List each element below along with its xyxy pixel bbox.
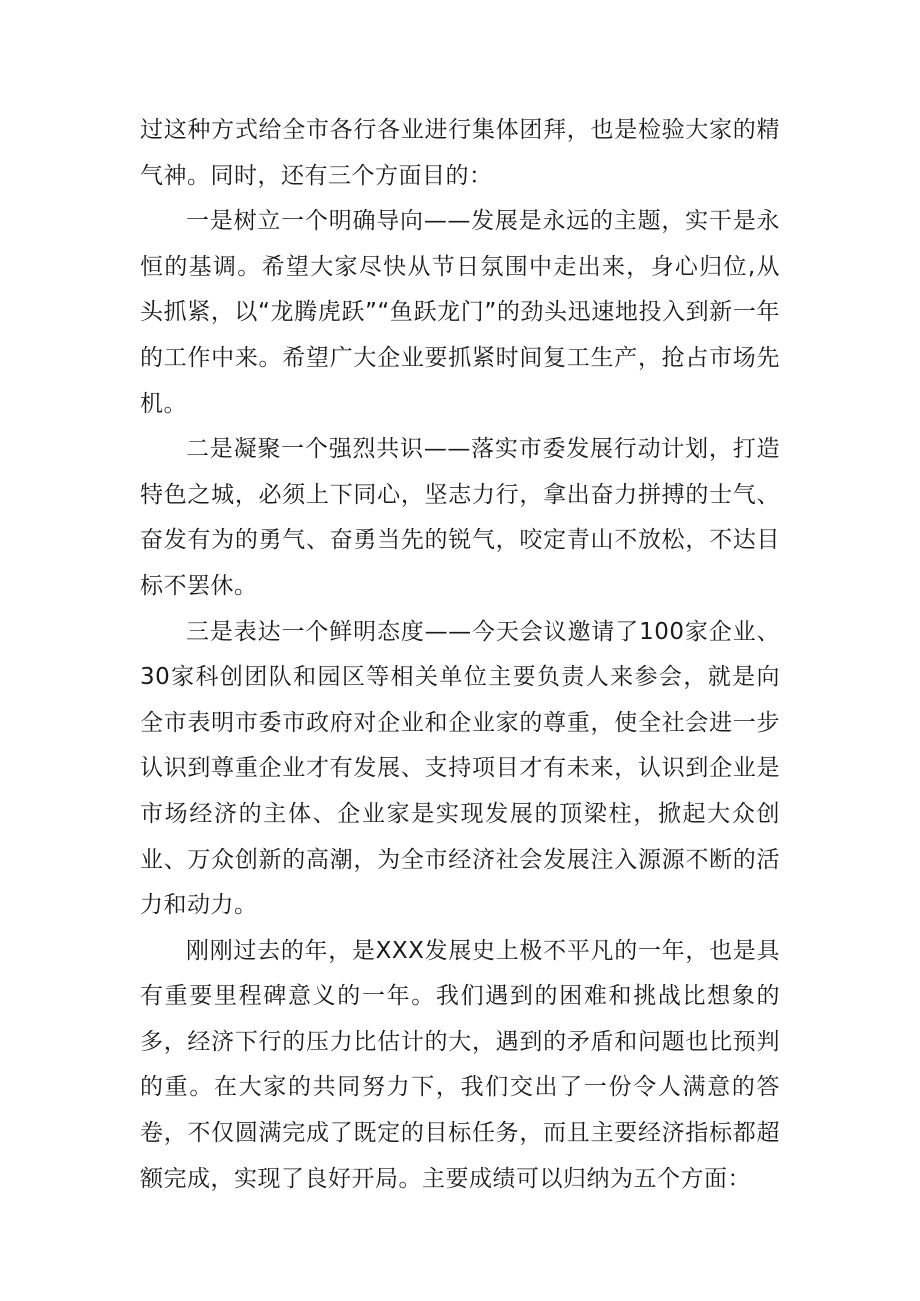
paragraph-point-two: 二是凝聚一个强烈共识——落实市委发展行动计划，打造特色之城，必须上下同心，坚志力行，拿出奋力拼搏的士气、奋发有为的勇气、奋勇当先的锐气，咬定青山不放松，不达目标不罢休。 — [140, 436, 780, 599]
paragraph-point-three: 三是表达一个鲜明态度——今天会议邀请了100家企业、30家科创团队和园区等相关单位主要负责人来参会，就是向全市表明市委市政府对企业和企业家的尊重，使全社会进一步认识到尊重企业才有发展、支持项目才有未来，认识到企业是市场经济的主体、企业家是实现发展的顶梁柱，掀起大众创业、万众创新的高潮，为全市经济社会发展注入源源不断的活力和动力。 — [140, 618, 780, 919]
paragraph-continuation: 过这种方式给全市各行各业进行集体团拜，也是检验大家的精气神。同时，还有三个方面目的： — [140, 117, 780, 189]
paragraph-point-one: 一是树立一个明确导向——发展是永远的主题，实干是永恒的基调。希望大家尽快从节日氛围中走出来，身心归位,从头抓紧，以“龙腾虎跃”“鱼跃龙门”的劲头迅速地投入到新一年的工作中来。希望广大企业要抓紧时间复工生产，抢占市场先机。 — [140, 208, 780, 417]
paragraph-past-year-review: 刚刚过去的年，是XXX发展史上极不平凡的一年，也是具有重要里程碑意义的一年。我们遇到的困难和挑战比想象的多，经济下行的压力比估计的大，遇到的矛盾和问题也比预判的重。在大家的共同努力下，我们交出了一份令人满意的答卷，不仅圆满完成了既定的目标任务，而且主要经济指标都超额完成，实现了良好开局。主要成绩可以归纳为五个方面： — [140, 937, 780, 1192]
document-body — [140, 108, 780, 1202]
